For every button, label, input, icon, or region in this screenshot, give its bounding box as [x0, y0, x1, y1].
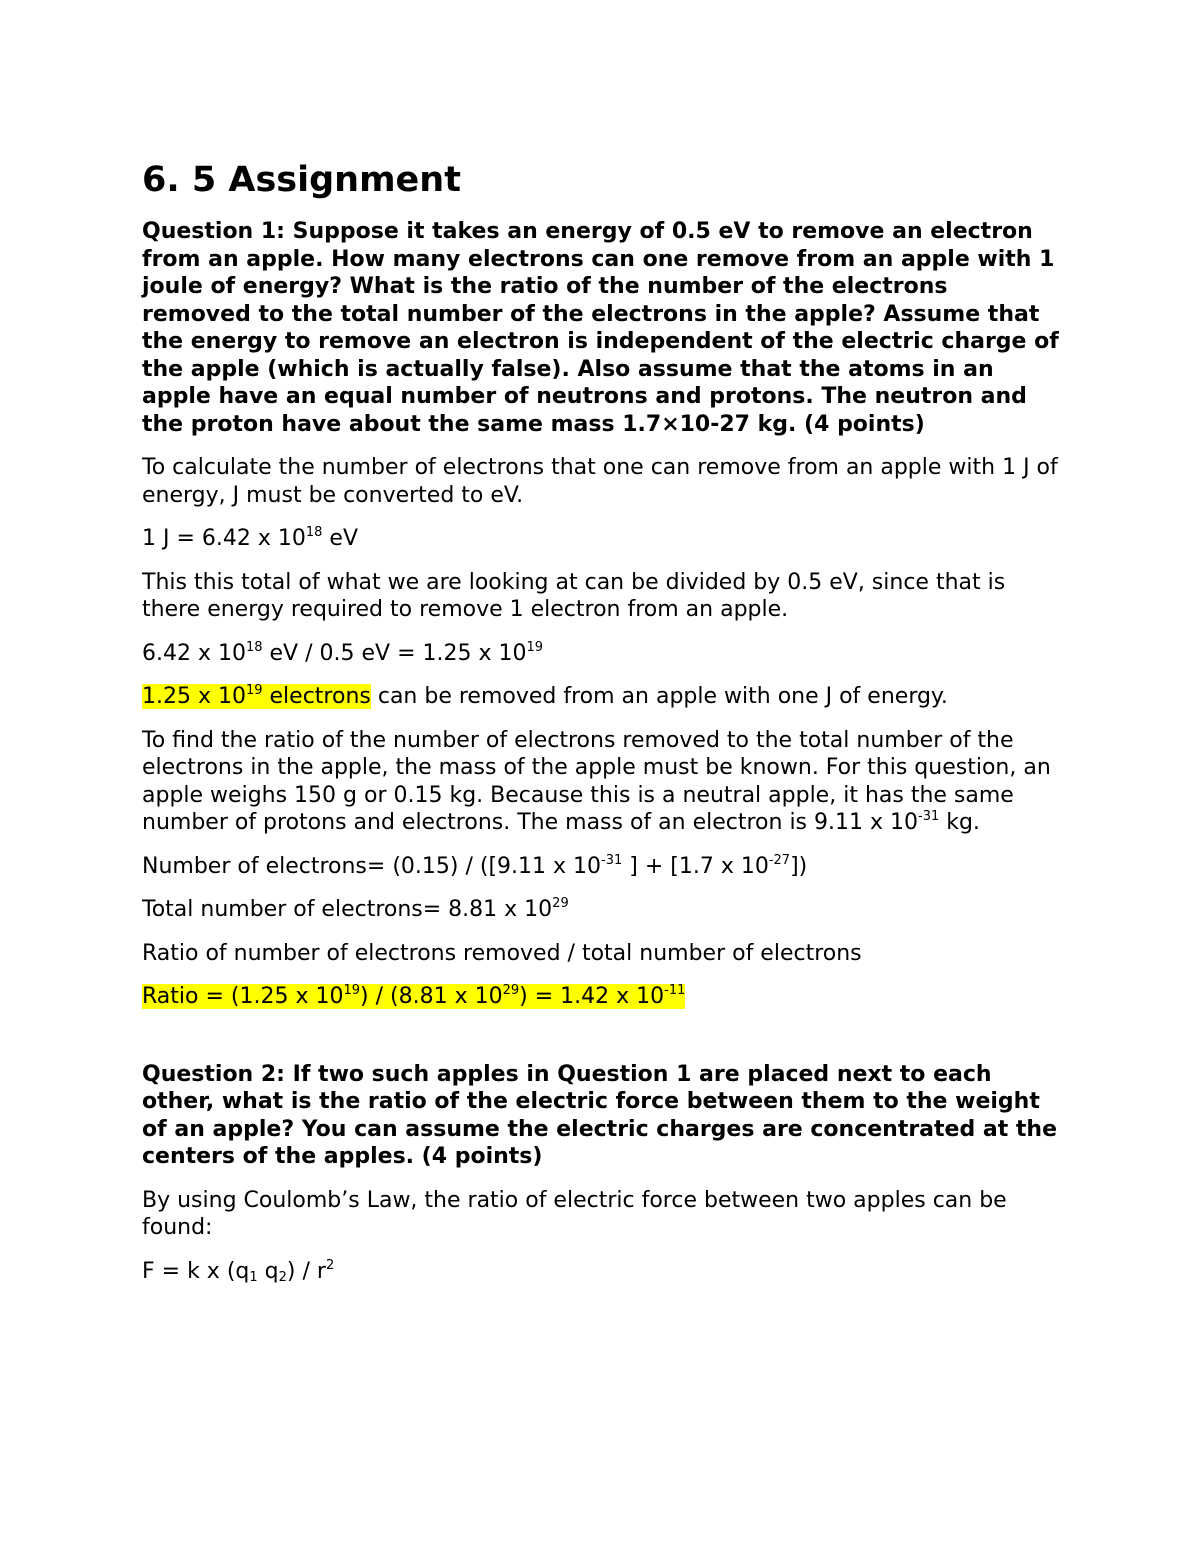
- q1-equation-division: 6.42 x $10^{18}$ eV / 0.5 eV = 1.25 x $10^{19}$: [142, 639, 544, 666]
- q1-equation-number-of-electrons: Number of electrons= (0.15) / ([9.11 x $10^{-31}$ ] + [1.7 x $10^{-27}$]): [142, 852, 808, 879]
- highlighted-answer: 1.25 x $10^{19}$ electrons: [142, 683, 371, 709]
- q1-ratio-answer: [142, 983, 1062, 1011]
- q1-paragraph-ratio-label: Ratio of number of electrons removed / total number of electrons: [142, 940, 862, 966]
- question-2-text: Question 2: If two such apples in Question 1 are placed next to each other, what is the ratio of the electric force between them to the weight of an apple? You can assume the electric charges are concentrated at the centers of the apples. (4 points): [142, 1061, 1057, 1169]
- q1-paragraph-mass: To find the ratio of the number of electrons removed to the total number of the electrons in the apple, the mass of the apple must be known. For this question, an apple weighs 150 g or 0.15 kg. Because this is a neutral apple, it has the same number of protons and electrons. The mass of an electron is 9.11 x $10^{-31}$ kg.: [142, 727, 1051, 835]
- q2-equation-coulomb-law: F = k x ($q_1$ $q_2) / r^2$: [142, 1257, 335, 1285]
- q1-equation-joule-to-ev: 1 J = 6.42 x $10^{18}$ eV: [142, 525, 359, 551]
- question-1-text: Question 1: Suppose it takes an energy of 0.5 eV to remove an electron from an apple. How many electrons can one remove from an apple with 1 joule of energy? What is the ratio of the number of the electrons removed to the total number of the electrons in the apple? Assume that the energy to remove an electron is independent of the electric charge of the apple (which is actually false). Also assume that the atoms in an apple have an equal number of neutrons and protons. The neutron and the proton have about the same mass 1.7×10-27 kg. (4 points): [142, 219, 1059, 437]
- q1-paragraph-convert: To calculate the number of electrons that one can remove from an apple with 1 J of energy, J must be converted to eV.: [142, 455, 1058, 508]
- q1-equation-total-electrons: Total number of electrons= 8.81 x $10^{29}$: [142, 896, 569, 922]
- q2-paragraph-coulomb: By using Coulomb’s Law, the ratio of electric force between two apples can be found:: [142, 1187, 1007, 1240]
- highlighted-ratio: Ratio = (1.25 x $10^{19}) / (8.81$ x $10^{29}) = 1.42$ x $10^{-11}$: [142, 983, 686, 1009]
- q1-paragraph-divide: This this total of what we are looking at can be divided by 0.5 eV, since that is there energy required to remove 1 electron from an apple.: [142, 569, 1006, 622]
- spacer: [142, 1027, 1062, 1061]
- document-page: [142, 158, 1062, 1301]
- q1-answer-electrons: 1.25 x $10^{19}$ electrons can be removed from an apple with one J of energy.: [142, 683, 948, 709]
- document-title: 6. 5 Assignment: [142, 160, 461, 200]
